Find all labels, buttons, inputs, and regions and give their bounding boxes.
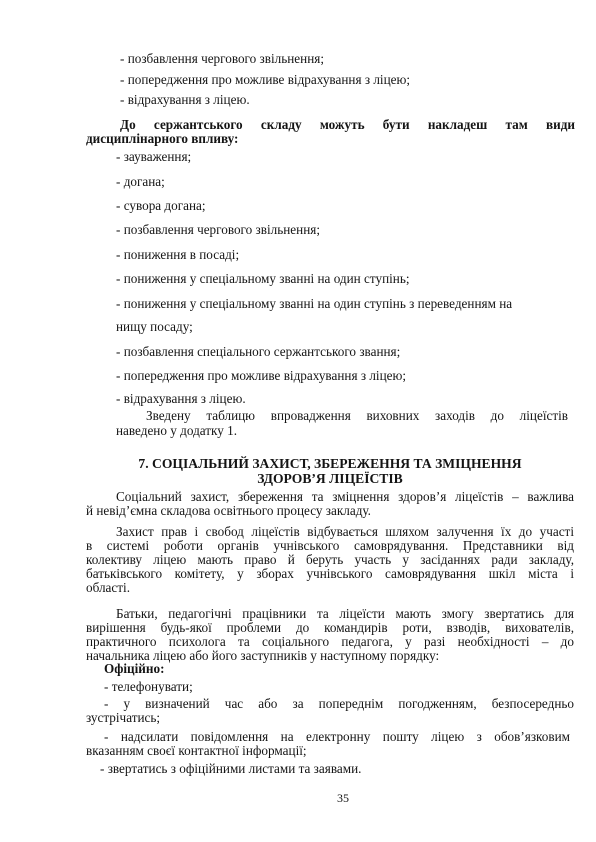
list-item: - відрахування з ліцею. <box>116 391 246 406</box>
list-item: - позбавлення чергового звільнення; <box>116 222 320 237</box>
list-item: - попередження про можливе відрахування з ліцею; <box>120 72 410 87</box>
list-item: - сувора догана; <box>116 198 206 213</box>
list-item: - пониження у спеціальному званні на один ступінь з переведенням на <box>116 296 513 311</box>
section-title-line2: ЗДОРОВ’Я ЛІЦЕЇСТІВ <box>257 471 403 486</box>
list-item: - відрахування з ліцею. <box>120 92 250 107</box>
paragraph-line: практичного психолога та соціального педагога, у разі необхідності – до <box>86 634 574 649</box>
list-item: - пониження в посаді; <box>116 247 240 262</box>
paragraph-line: області. <box>86 580 130 595</box>
official-label: Офіційно: <box>104 661 165 676</box>
sergeant-header-line1: До сержантського складу можуть бути накладеш там види <box>120 117 575 132</box>
appendix-note-line1: Зведену таблицю впровадження виховних заходів до ліцеїстів <box>146 408 568 423</box>
paragraph-line: й невід’ємна складова освітнього процесу закладу. <box>86 503 371 518</box>
list-item: - догана; <box>116 174 165 189</box>
list-item: - попередження про можливе відрахування з ліцею; <box>116 368 406 383</box>
paragraph-line: колективу ліцею мають право й беруть участь у засіданнях ради закладу, <box>86 552 574 567</box>
section-title: 7. СОЦІАЛЬНИЙ ЗАХИСТ, ЗБЕРЕЖЕННЯ ТА ЗМІЦНЕННЯ <box>138 456 522 471</box>
list-item: нищу посаду; <box>116 319 193 334</box>
list-item: - позбавлення чергового звільнення; <box>120 51 324 66</box>
appendix-note-line2: наведено у додатку 1. <box>116 423 238 438</box>
list-item: - надсилати повідомлення на електронну пошту ліцею з обов’язковим <box>104 729 570 744</box>
list-item: - звертатись з офіційними листами та заявами. <box>100 761 362 776</box>
list-item: - пониження у спеціальному званні на один ступінь; <box>116 271 410 286</box>
list-item: - телефонувати; <box>104 679 193 694</box>
paragraph-line: в системі роботи органів учнівського самоврядування. Представники від <box>86 538 574 553</box>
list-item-continuation: вказанням своєї контактної інформації; <box>86 743 307 758</box>
paragraph-line: Батьки, педагогічні працівники та ліцеїсти мають змогу звертатись для <box>116 606 574 621</box>
paragraph-line: Захист прав і свобод ліцеїстів відбувається шляхом залучення їх до участі <box>116 524 574 539</box>
paragraph-line: батьківського комітету, у зборах учнівського самоврядування шкіл міста і <box>86 566 574 581</box>
list-item: - позбавлення спеціального сержантського звання; <box>116 344 401 359</box>
page-number: 35 <box>337 791 349 805</box>
list-item-continuation: зустрічатись; <box>86 710 161 725</box>
paragraph-line: начальника ліцею або його заступників у наступному порядку: <box>86 648 440 663</box>
list-item: - зауваження; <box>116 149 192 164</box>
list-item: - у визначений час або за попереднім погодженням, безпосередньо <box>104 696 574 711</box>
paragraph-line: вирішення будь-якої проблеми до командирів роти, взводів, вихователів, <box>86 620 574 635</box>
sergeant-header-line2: дисциплінарного впливу: <box>86 131 239 146</box>
paragraph-line: Соціальний захист, збереження та зміцнення здоров’я ліцеїстів – важлива <box>116 489 574 504</box>
